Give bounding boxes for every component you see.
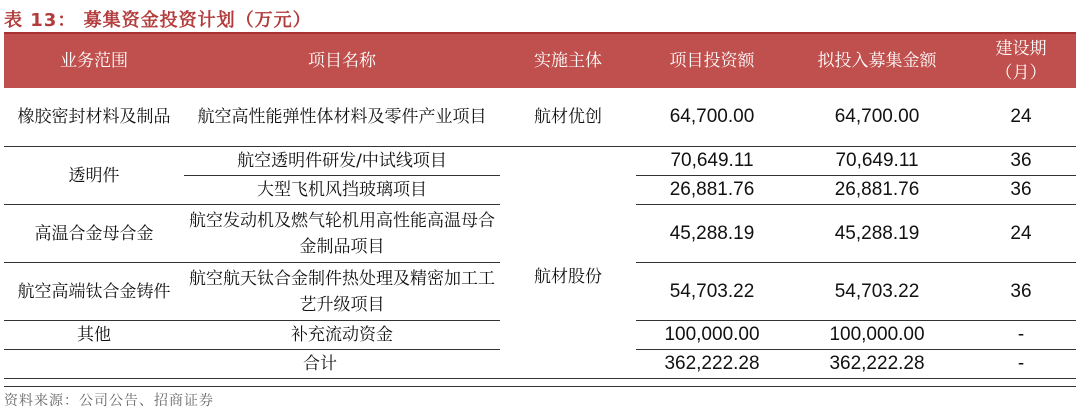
period-cell: -: [966, 321, 1076, 350]
raised-cell: 100,000.00: [788, 321, 966, 350]
project-cell: 航空高性能弹性体材料及零件产业项目: [184, 88, 500, 147]
period-cell: 36: [966, 176, 1076, 205]
raised-cell: 64,700.00: [788, 88, 966, 147]
total-raised: 362,222.28: [788, 350, 966, 379]
investment-cell: 70,649.11: [636, 147, 788, 176]
entity-cell: 航材股份: [500, 176, 636, 379]
investment-cell: 54,703.22: [636, 263, 788, 321]
project-cell: 航空航天钛合金制件热处理及精密加工工艺升级项目: [184, 263, 500, 321]
header-period: [966, 34, 1076, 88]
header-raised: 拟投入募集金额: [788, 34, 966, 88]
investment-cell: 100,000.00: [636, 321, 788, 350]
period-cell: 24: [966, 205, 1076, 263]
total-label: 合计: [4, 350, 636, 379]
investment-cell: 26,881.76: [636, 176, 788, 205]
investment-cell: 45,288.19: [636, 205, 788, 263]
raised-cell: 70,649.11: [788, 147, 966, 176]
period-cell: 36: [966, 147, 1076, 176]
header-business: 业务范围: [4, 34, 184, 88]
source-note: 资料来源：公司公告、招商证券: [4, 393, 214, 409]
header-project: 项目名称: [184, 34, 500, 88]
header-row: [4, 34, 1076, 88]
entity-cell: [500, 147, 636, 176]
total-row: [4, 350, 1076, 379]
table-row: [4, 147, 1076, 176]
total-period: -: [966, 350, 1076, 379]
project-cell: 航空发动机及燃气轮机用高性能高温母合金制品项目: [184, 205, 500, 263]
header-investment: 项目投资额: [636, 34, 788, 88]
project-cell: 航空透明件研发/中试线项目: [184, 147, 500, 176]
business-cell: 高温合金母合金: [4, 205, 184, 263]
raised-cell: 26,881.76: [788, 176, 966, 205]
raised-cell: 54,703.22: [788, 263, 966, 321]
bottom-rule: [4, 386, 1076, 387]
project-cell: 补充流动资金: [184, 321, 500, 350]
investment-cell: 64,700.00: [636, 88, 788, 147]
business-cell: 透明件: [4, 147, 184, 205]
business-cell: 其他: [4, 321, 184, 350]
raised-cell: 45,288.19: [788, 205, 966, 263]
investment-plan-table: [4, 34, 1076, 379]
table-row: [4, 88, 1076, 147]
period-cell: 36: [966, 263, 1076, 321]
header-period-line2: （月）: [995, 63, 1047, 83]
period-cell: 24: [966, 88, 1076, 147]
project-cell: 大型飞机风挡玻璃项目: [184, 176, 500, 205]
business-cell: 航空高端钛合金铸件: [4, 263, 184, 321]
business-cell: 橡胶密封材料及制品: [4, 88, 184, 147]
header-period-line1: 建设期: [995, 39, 1047, 59]
entity-cell: 航材优创: [500, 88, 636, 147]
header-entity: 实施主体: [500, 34, 636, 88]
total-investment: 362,222.28: [636, 350, 788, 379]
table-title: 表 13： 募集资金投资计划（万元）: [4, 10, 312, 31]
